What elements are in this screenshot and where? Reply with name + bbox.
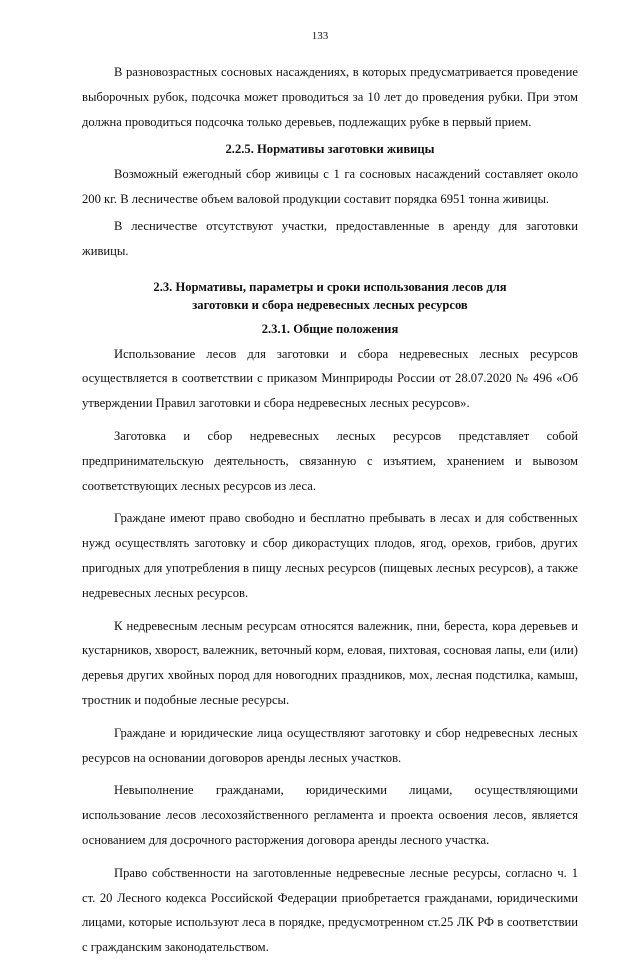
- section-heading-2-3-line2: заготовки и сбора недревесных лесных ресурсов: [192, 297, 468, 312]
- paragraph-intro: В разновозрастных сосновых насаждениях, в которых предусматривается проведение выборочных рубок, подсочка может проводиться за 10 лет до проведения рубки. При этом должна проводиться подсочка только деревьев, подлежащих рубке в первый прием.: [82, 65, 578, 129]
- paragraph: Право собственности на заготовленные недревесные лесные ресурсы, согласно ч. 1 ст. 20 Лесного кодекса Российской Федерации приобретается гражданами, юридическими лицами, которые используют леса в порядке, предусмотренном ст.25 ЛК РФ в соответствии с гражданским законодательством.: [82, 865, 578, 955]
- paragraph: Граждане имеют право свободно и бесплатно пребывать в лесах и для собственных нужд осуществлять заготовку и сбор дикорастущих плодов, ягод, орехов, грибов, других пригодных для употребления в пищу лесных ресурсов (пищевых лесных ресурсов), а также недревесных лесных ресурсов.: [82, 511, 578, 600]
- page-number: 133: [311, 30, 329, 42]
- section-heading-2-3-1: 2.3.1. Общие положения: [261, 321, 399, 336]
- paragraph: Невыполнение гражданами, юридическими лицами, осуществляющими использование лесов лесохозяйственного регламента и проекта освоения лесов, является основанием для досрочного расторжения договора аренды лесного участка.: [82, 783, 578, 847]
- paragraph: К недревесным лесным ресурсам относятся валежник, пни, береста, кора деревьев и кустарников, хворост, валежник, веточный корм, еловая, пихтовая, сосновая лапы, ели (или) деревья других хвойных пород для новогодних праздников, мох, лесная подстилка, камыш, тростник и подобные лесные ресурсы.: [82, 618, 578, 707]
- section-heading-2-3-line1: 2.3. Нормативы, параметры и сроки использования лесов для: [153, 279, 507, 294]
- page-content: [82, 60, 578, 968]
- section-heading-2-3: [82, 278, 578, 314]
- paragraph: Заготовка и сбор недревесных лесных ресурсов представляет собой предпринимательскую деятельность, связанную с изъятием, хранением и вывозом соответствующих лесных ресурсов из леса.: [82, 428, 578, 493]
- paragraph: Граждане и юридические лица осуществляют заготовку и сбор недревесных лесных ресурсов на основании договоров аренды лесных участков.: [82, 725, 578, 765]
- section-heading-2-2-5: 2.2.5. Нормативы заготовки живицы: [225, 142, 435, 157]
- paragraph: В лесничестве отсутствуют участки, предоставленные в аренду для заготовки живицы.: [82, 218, 578, 258]
- paragraph: Возможный ежегодный сбор живицы с 1 га сосновых насаждений составляет около 200 кг. В лесничестве объем валовой продукции составит порядка 6951 тонна живицы.: [82, 167, 578, 207]
- paragraph: Использование лесов для заготовки и сбора недревесных лесных ресурсов осуществляется в соответствии с приказом Минприроды России от 28.07.2020 № 496 «Об утверждении Правил заготовки и сбора недревесных лесных ресурсов».: [82, 346, 578, 411]
